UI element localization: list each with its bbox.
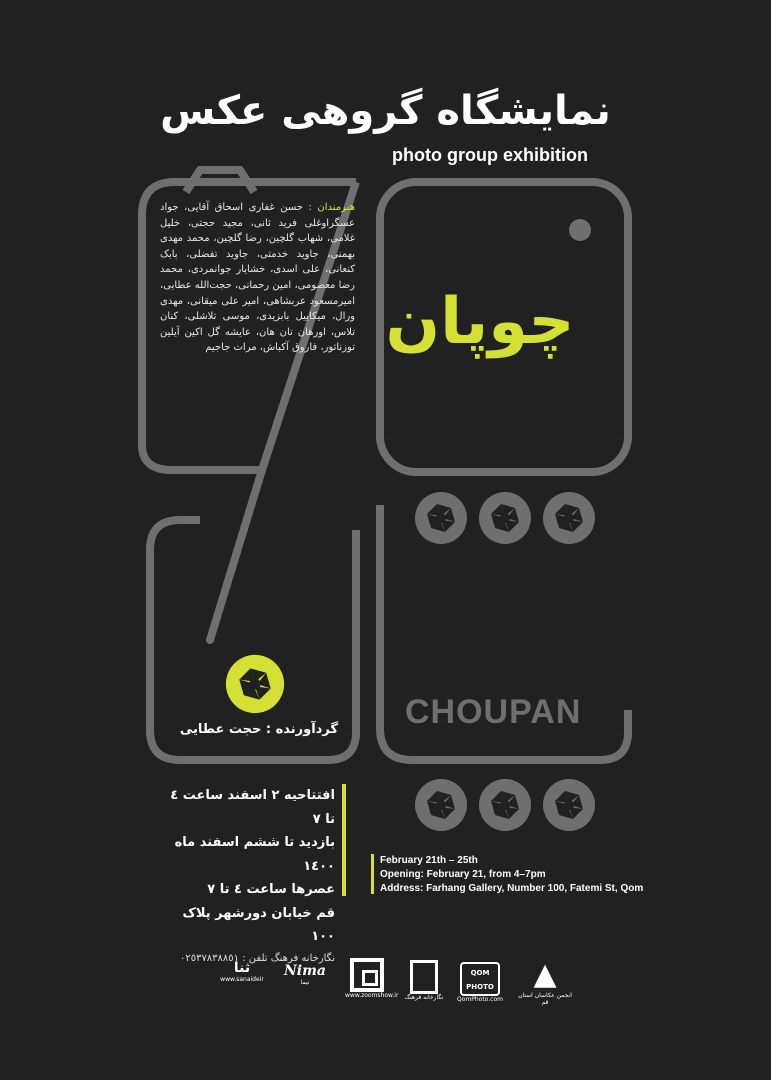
dates-line: February 21th – 25th — [380, 855, 478, 866]
hours-line: عصرها ساعت ٤ تا ٧ — [207, 882, 335, 897]
aperture-icon — [415, 492, 467, 544]
nima-logo-caption: نیما — [300, 979, 310, 986]
curator-label: گردآورنده : حجت عطایی — [179, 722, 338, 737]
artists-names: حسن غفاری اسحاق آقایی، جواد عسگراوغلی فرید ثانی، مجید حجتی، خلیل غلامی، شهاب گلچین، رضا گلچین، محمد مهدی بهمنی، جاوید خدمتی، جاوید تفضلی، بابک کنعانی، علی اسدی، خشایار جوانمردی، محمد رضا معصومی، امین رحمانی، حجت‌الله عطایی، امیرمسعود عربشاهی، امیر علی میقانی، مهدی ورال، میکاییل بابزیدی، موسی تلاشلی، کنان تلاس، اورهان تان هان، عایشه گل اکین آیلین توزناتور، فاروق آکباش، مرات جاجیم — [160, 202, 355, 354]
title-persian: نمایشگاه گروهی عکس — [160, 88, 611, 134]
aperture-icon — [543, 779, 595, 831]
sana-logo-mark: ثنا — [233, 960, 251, 976]
flash-dot — [569, 219, 591, 241]
title-english: photo group exhibition — [392, 145, 588, 165]
triangle-icon: ▲ — [533, 957, 557, 992]
aperture-icon — [479, 492, 531, 544]
farhang-logo — [404, 960, 444, 1001]
visit-line: بازدید تا ششم اسفند ماه ۱٤٠٠ — [174, 835, 335, 874]
farhang-logo-caption: نگارخانه فرهنگ — [404, 994, 444, 1001]
aperture-icon — [543, 492, 595, 544]
anjoman-logo-caption: انجمن عکاسان استان قم — [518, 992, 572, 1006]
nima-logo-mark: Nima — [284, 963, 326, 979]
accent-bar-en — [371, 854, 374, 894]
nima-logo — [274, 963, 336, 986]
aperture-icon — [479, 779, 531, 831]
anjoman-logo — [515, 958, 575, 1006]
opening-line: افتتاحیه ۲ اسفند ساعت ٤ تا ٧ — [170, 788, 335, 827]
event-info-english — [380, 854, 643, 896]
address-line: قم خیابان دورشهر پلاک ۱٠٠ — [182, 905, 335, 944]
zoom-logo-caption: www.zoomshow.ir — [345, 992, 399, 999]
exhibition-name-english: CHOUPAN — [405, 693, 582, 731]
yellow-aperture-icon — [226, 655, 284, 713]
qomphoto-logo-caption: QomPhoto.com — [457, 996, 503, 1003]
event-info-persian — [170, 784, 335, 969]
sana-logo-caption: www.sanaideir — [220, 976, 264, 983]
aperture-icon — [415, 779, 467, 831]
phone-line: نگارخانه فرهنگ تلفن : ٠٢٥٣٧٨٣٨٨٥١ — [179, 952, 335, 964]
opening-line-en: Opening: February 21, from 4–7pm — [380, 869, 546, 880]
farhang-logo-frame — [410, 960, 438, 994]
artists-label: هنرمندان : — [308, 202, 355, 213]
zoom-logo-frame — [350, 958, 384, 992]
qomphoto-logo-mark: QOM PHOTO — [460, 962, 500, 996]
qomphoto-logo — [456, 962, 504, 1003]
accent-bar-fa — [342, 784, 346, 896]
exhibition-name-persian: چوپان — [385, 285, 575, 359]
artists-list — [160, 200, 355, 356]
zoom-logo — [345, 958, 399, 999]
sana-logo — [212, 960, 272, 983]
address-line-en: Address: Farhang Gallery, Number 100, Fatemi St, Qom — [380, 883, 644, 894]
diagonal-line — [210, 470, 262, 640]
